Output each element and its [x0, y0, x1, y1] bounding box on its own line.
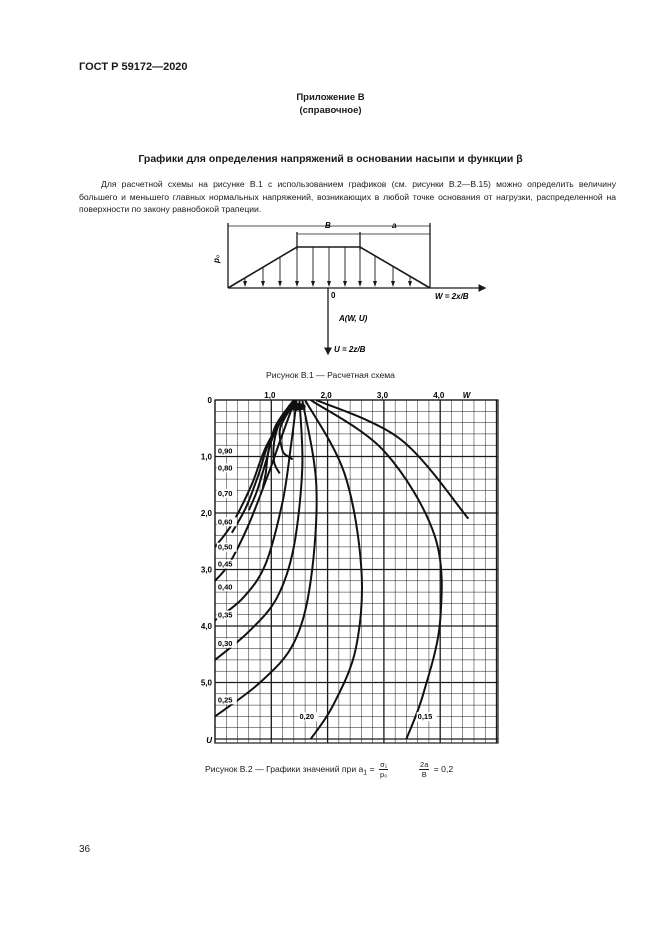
label-B: B	[325, 221, 331, 230]
plot-frame	[215, 400, 498, 743]
y-tick-label: 1,0	[200, 452, 212, 462]
x-tick-label: 2,0	[320, 391, 332, 400]
curve-label: 0,90	[217, 446, 233, 456]
caption-value: = 0,2	[431, 763, 454, 774]
load-arrow-head	[311, 281, 315, 287]
page-number: 36	[79, 844, 91, 855]
y-tick-label: 3,0	[200, 565, 212, 575]
figure-b2-caption	[205, 760, 453, 779]
frac1-denominator: p₀	[380, 770, 388, 779]
curve-label: 0,20	[299, 712, 315, 722]
curve-label: 0,60	[217, 517, 233, 527]
y-axis-label: U	[206, 736, 212, 745]
curve-label: 0,25	[217, 695, 233, 705]
curve-label: 0,40	[217, 582, 233, 592]
y-tick-label: 0	[207, 396, 212, 405]
load-arrow-head	[261, 281, 265, 287]
label-u-axis: U = 2z/B	[334, 345, 366, 354]
y-tick-label: 5,0	[200, 678, 212, 688]
appendix-note: (справочное)	[299, 105, 362, 116]
frac2-denominator: B	[421, 770, 427, 779]
load-arrow-head	[408, 281, 412, 287]
figure-b2-chart	[190, 388, 510, 748]
load-arrow-head	[391, 281, 395, 287]
label-p0: p₀	[212, 254, 221, 263]
curve-label: 0,35	[217, 610, 233, 620]
load-arrow-head	[358, 281, 362, 287]
load-arrow-head	[373, 281, 377, 287]
frac1-numerator: σ₁	[380, 760, 388, 769]
load-arrow-head	[327, 281, 331, 287]
curve-label: 0,15	[417, 712, 433, 722]
y-tick-label: 2,0	[200, 509, 212, 518]
label-zero: 0	[331, 291, 336, 300]
load-arrow-head	[243, 281, 247, 287]
curve-label: 0,50	[217, 542, 233, 552]
curve-label: 0,45	[217, 559, 233, 569]
curve-label: 0,30	[217, 638, 233, 648]
curve-cluster-center	[288, 403, 306, 411]
caption-subscript: 1	[363, 768, 368, 777]
caption-eq: =	[367, 763, 378, 774]
load-arrow-head	[343, 281, 347, 287]
appendix-title: Приложение В	[296, 92, 365, 103]
load-arrow-head	[278, 281, 282, 287]
curve-label: 0,80	[217, 463, 233, 473]
intro-paragraph: Для расчетной схемы на рисунке В.1 с использованием графиков (см. рисунки В.2—В.15) можно определить величину большего и меньшего главных нормальных напряжений, возникающих в любой точке основания от нагрузки, распределенной на поверхности по закону равнобокой трапеции.	[79, 179, 616, 214]
figure-b1-caption: Рисунок В.1 — Расчетная схема	[266, 370, 395, 380]
figure-b1-diagram	[205, 218, 495, 360]
x-tick-label: 3,0	[376, 391, 389, 400]
label-w-axis: W = 2x/B	[435, 292, 469, 301]
y-tick-label: 4,0	[200, 622, 212, 631]
frac2-numerator: 2a	[420, 760, 429, 769]
label-point-a: A(W, U)	[339, 314, 368, 323]
x-tick-label: 1,0	[264, 391, 276, 400]
curve-label: 0,70	[217, 489, 233, 499]
x-tick-label: 4,0	[433, 391, 445, 400]
section-title: Графики для определения напряжений в основании насыпи и функции β	[138, 153, 523, 165]
caption-prefix: Рисунок В.2 — Графики значений при a	[205, 763, 364, 774]
load-arrow-head	[295, 281, 299, 287]
x-axis-label: W	[462, 391, 471, 400]
label-a: a	[392, 221, 397, 230]
document-header: ГОСТ Р 59172—2020	[79, 61, 188, 73]
